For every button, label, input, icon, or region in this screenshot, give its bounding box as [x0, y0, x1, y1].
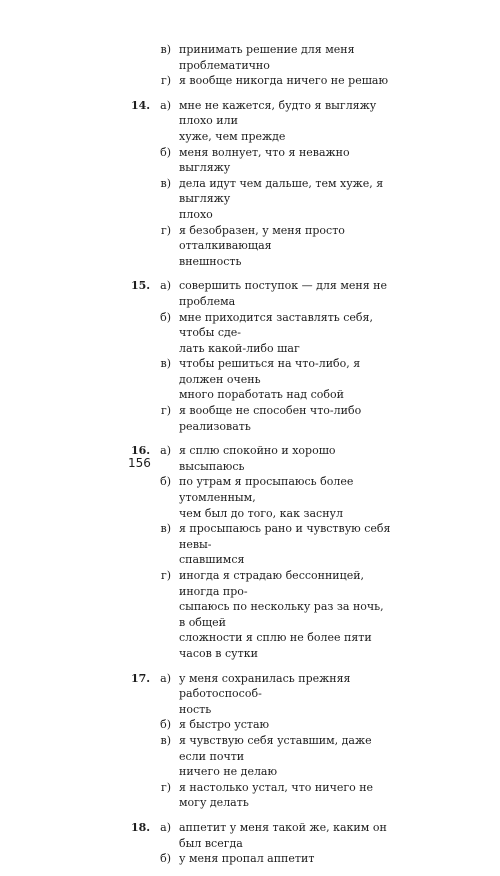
answer-option — [131, 176, 391, 223]
question-number: 16. — [131, 444, 151, 458]
answer-option — [131, 671, 391, 718]
answer-option — [131, 403, 391, 434]
option-text: принимать решение для меня проблематично — [179, 43, 355, 72]
option-letter: в) — [160, 176, 171, 190]
option-text: я просыпаюсь рано и чувствую себя невы- спавшимся — [179, 522, 391, 567]
answer-option — [131, 98, 391, 145]
question-number: 15. — [131, 279, 151, 293]
answer-option — [131, 717, 391, 733]
option-letter: б) — [160, 718, 171, 732]
answer-option — [131, 73, 391, 89]
option-text: я настолько устал, что ничего не могу делать — [179, 780, 374, 810]
option-text: я сплю спокойно и хорошо высыпаюсь — [179, 444, 336, 473]
option-letter: г) — [160, 404, 171, 418]
option-text: у меня пропал аппетит — [179, 852, 315, 866]
answer-option — [131, 42, 391, 73]
option-text: совершить поступок — для меня не проблема — [179, 279, 388, 308]
option-letter: а) — [160, 671, 171, 685]
option-text: у меня сохранилась прежняя работоспособ- ность — [179, 671, 351, 716]
questionnaire-content — [131, 42, 391, 876]
option-letter: в) — [160, 522, 171, 536]
page-number: 156 — [128, 456, 151, 470]
option-text: меня волнует, что я неважно выгляжу — [179, 145, 350, 175]
option-letter: а) — [160, 820, 171, 834]
option-text: я чувствую себя уставшим, даже если почти ничего не делаю — [179, 733, 372, 779]
answer-option — [131, 223, 391, 270]
question-block — [131, 42, 391, 89]
answer-option — [131, 820, 391, 851]
answer-option — [131, 145, 391, 176]
answer-option — [131, 310, 391, 357]
answer-option — [131, 780, 391, 811]
option-text: иногда я страдаю бессонницей, иногда про- сыпаюсь по нескольку раз за ночь, в общей сложности я сплю не более пяти часов в сутки — [179, 569, 384, 660]
option-letter: г) — [160, 223, 171, 237]
answer-option — [131, 474, 391, 521]
question-block — [131, 443, 391, 661]
answer-option — [131, 733, 391, 780]
option-letter: в) — [160, 733, 171, 747]
option-letter: г) — [160, 74, 171, 88]
question-block — [131, 278, 391, 434]
option-text: мне приходится заставлять себя, чтобы сде- лать какой-либо шаг — [179, 310, 373, 355]
question-block — [131, 671, 391, 811]
option-letter: а) — [160, 279, 171, 293]
option-letter: г) — [160, 569, 171, 582]
option-text: чтобы решиться на что-либо, я должен очень много поработать над собой — [179, 357, 361, 402]
question-number: 14. — [131, 98, 151, 112]
option-text: дела идут чем дальше, тем хуже, я выгляжу плохо — [179, 176, 384, 221]
option-letter: б) — [160, 475, 171, 489]
option-letter: в) — [160, 357, 171, 371]
option-text: аппетит у меня такой же, каким он был всегда — [179, 820, 387, 850]
option-text: я вообще не способен что-либо реализовать — [179, 404, 362, 433]
option-letter: б) — [160, 852, 171, 866]
answer-option — [131, 356, 391, 403]
option-letter: г) — [160, 780, 171, 794]
question-number: 18. — [131, 820, 151, 834]
option-text: я вообще никогда ничего не решаю — [179, 74, 389, 88]
option-text: по утрам я просыпаюсь более утомленным, чем был до того, как заснул — [179, 475, 354, 520]
option-letter: а) — [160, 98, 171, 112]
option-letter: б) — [160, 145, 171, 159]
question-number: 17. — [131, 671, 151, 685]
option-text: мне не кажется, будто я выгляжу плохо или хуже, чем прежде — [179, 98, 377, 143]
answer-option — [131, 568, 391, 662]
question-block — [131, 98, 391, 270]
answer-option — [131, 278, 391, 309]
option-letter: б) — [160, 310, 171, 324]
answer-option — [131, 851, 391, 867]
answer-option — [131, 443, 391, 474]
option-text: я быстро устаю — [179, 718, 270, 732]
answer-option — [131, 521, 391, 568]
option-letter: а) — [160, 444, 171, 458]
option-letter: в) — [160, 43, 171, 56]
option-text: я безобразен, у меня просто отталкивающая внешность — [179, 223, 345, 268]
question-block — [131, 820, 391, 867]
